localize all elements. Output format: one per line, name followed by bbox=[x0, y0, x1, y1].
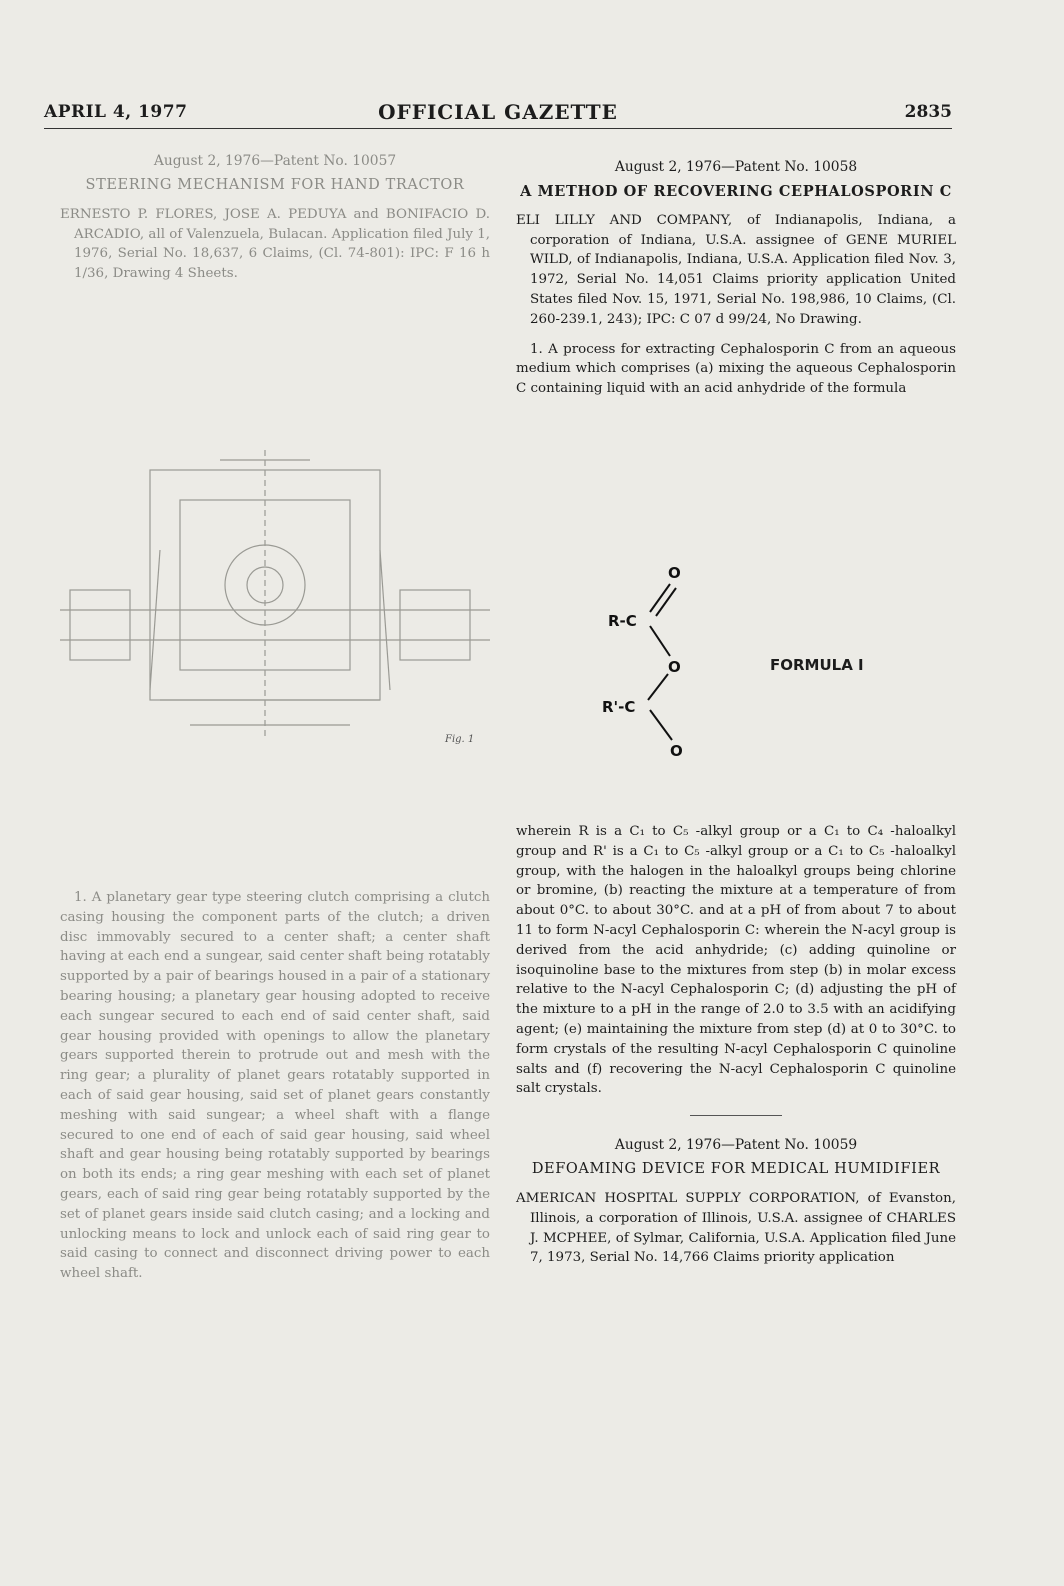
atom-rc: R-C bbox=[608, 612, 637, 630]
page-number: 2835 bbox=[904, 102, 952, 122]
patent-title: STEERING MECHANISM FOR HAND TRACTOR bbox=[85, 176, 465, 193]
steering-mechanism-drawing bbox=[60, 440, 490, 770]
header-rule bbox=[44, 128, 952, 129]
patent-title: A METHOD OF RECOVERING CEPHALOSPORIN C bbox=[520, 182, 952, 200]
patent-date-line: August 2, 1976—Patent No. 10057 bbox=[153, 153, 397, 169]
patent-10058-claim-rest bbox=[516, 822, 956, 1268]
issue-date: APRIL 4, 1977 bbox=[44, 102, 188, 122]
patent-meta: ERNESTO P. FLORES, JOSE A. PEDUYA and BONIFACIO D. ARCADIO, all of Valenzuela, Bulacan. Application filed July 1, 1976, Serial No. 18,637, 6 Claims, (Cl. 74-801): IPC: F 16 h 1/36, Drawing 4 Sheets. bbox=[60, 206, 490, 282]
patent-date-line: August 2, 1976—Patent No. 10059 bbox=[614, 1137, 858, 1154]
formula-label: FORMULA I bbox=[770, 656, 864, 674]
atom-r2c: R'-C bbox=[602, 698, 636, 716]
patent-10057-claim bbox=[60, 888, 490, 1284]
publication-title: OFFICIAL GAZETTE bbox=[378, 100, 618, 124]
claim-intro: 1. A process for extracting Cephalosporin C from an aqueous medium which comprises (a) mixing the aqueous Cephalosporin C containing liquid with an acid anhydride of the formula bbox=[516, 341, 956, 397]
patent-meta: ELI LILLY AND COMPANY, of Indianapolis, Indiana, a corporation of Indiana, U.S.A. assignee of GENE MURIEL WILD, of Indianapolis, Indiana, U.S.A. Application filed Nov. 3, 1972, Serial No. 14,051 Claims priority application United States filed Nov. 15, 1971, Serial No. 198,986, 10 Claims, (Cl. 260-239.1, 243); IPC: C 07 d 99/24, No Drawing. bbox=[516, 212, 956, 327]
patent-10058 bbox=[516, 158, 956, 399]
claim-text: wherein R is a C₁ to C₅ -alkyl group or a C₁ to C₄ -haloalkyl group and R' is a C₁ to C₅ -alkyl group or a C₁ to C₅ -haloalkyl group, with the halogen in the haloalkyl groups being chlorine or bromine, (b) reacting the mixture at a temperature of from about 0°C. to about 30°C. and at a pH of from about 7 to about 11 to form N-acyl Cephalosporin C: wherein the N-acyl group is derived from the acid anhydride; (c) adding quinoline or isoquinoline base to the mixtures from step (b) in molar excess relative to the N-acyl Cephalosporin C; (d) adjusting the pH of the mixture to a pH in the range of 2.0 to 3.5 with an acidifying agent; (e) maintaining the mixture from step (d) at 0 to 30°C. to form crystals of the resulting N-acyl Cephalosporin C quinoline salts and (f) recovering the N-acyl Cephalosporin C quinoline salt crystals. bbox=[516, 824, 956, 1097]
figure-label: Fig. 1 bbox=[445, 734, 475, 745]
patent-meta: AMERICAN HOSPITAL SUPPLY CORPORATION, of Evanston, Illinois, a corporation of Illinois, U.S.A. assignee of CHARLES J. MCPHEE, of Sylmar, California, U.S.A. Application filed June 7, 1973, Serial No. 14,766 Claims priority application bbox=[516, 1190, 956, 1266]
atom-oxygen-3: O bbox=[670, 742, 683, 760]
claim-text: 1. A planetary gear type steering clutch comprising a clutch casing housing the component parts of the clutch; a driven disc immovably secured to a center shaft; a center shaft having at each end a sungear, said center shaft being rotatably supported by a pair of bearings housed in a pair of a stationary bearing housing; a planetary gear housing adopted to receive each sungear secured to each end of said center shaft, said gear housing provided with openings to allow the planetary gears supported therein to protrude out and mesh with the ring gear; a plurality of planet gears rotatably supported in each of said gear housing, said set of planet gears constantly meshing with said sungear; a wheel shaft with a flange secured to one end of each of said gear housing, said wheel shaft and gear housing being rotatably supported by bearings on both its ends; a ring gear meshing with each set of planet gears, each of said ring gear being rotatably supported by the set of planet gears inside said clutch casing; and a locking and unlocking means to lock and unlock each of said ring gear to said casing to connect and disconnect driving power to each wheel shaft. bbox=[60, 890, 491, 1282]
section-separator bbox=[690, 1115, 782, 1116]
atom-oxygen-1: O bbox=[668, 564, 681, 582]
atom-oxygen-bridge: O bbox=[668, 658, 681, 676]
page-header bbox=[44, 92, 952, 132]
patent-10057-header bbox=[60, 152, 490, 284]
patent-title: DEFOAMING DEVICE FOR MEDICAL HUMIDIFIER bbox=[531, 1160, 941, 1177]
patent-date-line: August 2, 1976—Patent No. 10058 bbox=[614, 159, 858, 175]
